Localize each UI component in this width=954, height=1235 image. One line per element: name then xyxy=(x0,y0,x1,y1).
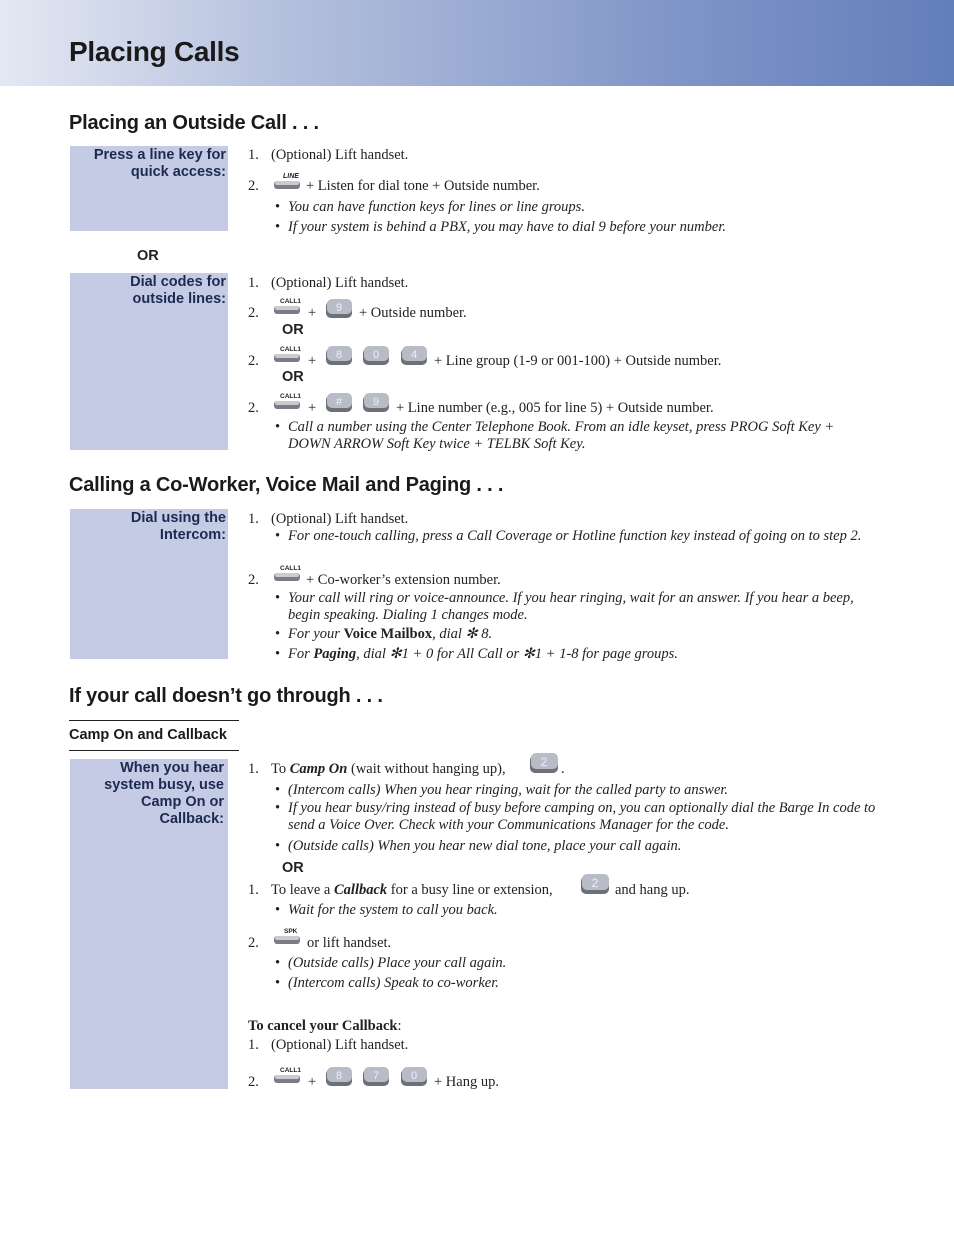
section-title-coworker: Calling a Co-Worker, Voice Mail and Paging . . . xyxy=(69,474,504,496)
or-separator: OR xyxy=(137,248,159,264)
plus-sign: + xyxy=(308,1074,317,1090)
bullet-note xyxy=(276,419,866,453)
bullet-text: • Call a number using the Center Telephone Book. From an idle keyset, press PROG Soft Key + DOWN ARROW Soft Key twice + TELBK Soft Key. xyxy=(288,419,835,452)
callback-term: Callback xyxy=(334,882,388,898)
camp-on-term: Camp On xyxy=(289,761,348,777)
step-number: 2. xyxy=(248,305,259,321)
bullet-note xyxy=(276,528,870,545)
bullet-note xyxy=(276,219,876,236)
bullet-note xyxy=(276,199,876,216)
bullet-text: • Your call will ring or voice-announce. If you hear ringing, wait for an answer. If you hear a beep, begin speaking. Dialing 1 changes mode. xyxy=(288,590,854,623)
bullet-text: For your xyxy=(288,626,344,642)
or-separator: OR xyxy=(282,860,304,876)
key-digit: 2 xyxy=(591,876,599,890)
step-text: + Co-worker’s extension number. xyxy=(306,572,501,588)
colon: : xyxy=(397,1018,402,1034)
dial-key-4-icon xyxy=(400,345,430,367)
step-text: (Optional) Lift handset. xyxy=(271,1037,409,1053)
sidebar-box-line-key xyxy=(70,146,228,231)
step-text: + Line number (e.g., 005 for line 5) + Outside number. xyxy=(396,400,714,416)
key-digit: 4 xyxy=(410,349,418,361)
dial-key-hash-icon xyxy=(325,392,355,414)
sidebar-label-dial-codes: Dial codes for outside lines: xyxy=(130,274,226,307)
key-digit: 2 xyxy=(540,755,548,769)
step-text xyxy=(271,882,553,899)
call-key-icon xyxy=(272,344,302,366)
bullet-note xyxy=(276,902,876,919)
key-digit: 0 xyxy=(372,349,380,361)
key-digit: 9 xyxy=(335,302,343,314)
bullet-note xyxy=(276,838,876,855)
step-text: (Optional) Lift handset. xyxy=(271,275,409,291)
dial-key-2-icon xyxy=(580,873,612,897)
subheading-rule xyxy=(69,750,239,751)
step-number: 2. xyxy=(248,572,259,588)
bullet-text: • (Intercom calls) Speak to co-worker. xyxy=(288,975,499,991)
key-digit: 8 xyxy=(335,1070,343,1082)
step-text xyxy=(271,761,506,778)
bullet-text: , dial ✻ 8. xyxy=(432,626,493,642)
line-key-icon xyxy=(272,171,302,193)
step-number: 1. xyxy=(248,882,259,898)
key-label: CALL1 xyxy=(280,346,301,353)
step-text-part: for a busy line or extension, xyxy=(387,882,553,898)
step-text: or lift handset. xyxy=(307,935,392,951)
paging-term: Paging xyxy=(313,646,357,662)
bullet-note xyxy=(276,590,870,624)
step-text: + Outside number. xyxy=(359,305,467,321)
dial-key-0-icon xyxy=(400,1066,430,1088)
step-number: 1. xyxy=(248,147,259,163)
dial-key-2-icon xyxy=(529,752,561,776)
bullet-text: • If you hear busy/ring instead of busy before camping on, you can optionally dial the Barge In code to send a Voice Over. Check with your Communications Manager for the code. xyxy=(288,800,876,833)
key-label: CALL1 xyxy=(280,393,301,400)
step-number: 2. xyxy=(248,353,259,369)
call-key-icon xyxy=(272,563,302,585)
dial-key-8-icon xyxy=(325,1066,355,1088)
step-number: 2. xyxy=(248,400,259,416)
dial-key-8-icon xyxy=(325,345,355,367)
bullet-note xyxy=(276,975,876,992)
key-digit: 7 xyxy=(372,1070,380,1082)
step-text-part: To leave a xyxy=(271,882,334,898)
cancel-callback-bold: To cancel your Callback xyxy=(248,1018,398,1034)
section-title-outside-call: Placing an Outside Call . . . xyxy=(69,112,319,134)
key-digit: 8 xyxy=(335,349,343,361)
bullet-text: For xyxy=(288,646,314,662)
step-text: + Listen for dial tone + Outside number. xyxy=(306,178,540,194)
call-key-icon xyxy=(272,1065,302,1087)
bullet-text: , dial ✻1 + 0 for All Call or ✻1 + 1-8 for page groups. xyxy=(356,646,678,662)
bullet-text: • If your system is behind a PBX, you may have to dial 9 before your number. xyxy=(288,219,727,235)
step-text-end: . xyxy=(561,761,565,777)
sidebar-box-camp-on xyxy=(70,759,228,1089)
key-label: CALL1 xyxy=(280,565,301,572)
step-text: + Line group (1-9 or 001-100) + Outside number. xyxy=(434,353,722,369)
dial-key-7-icon xyxy=(362,1066,392,1088)
bullet-note-continuation xyxy=(276,800,876,834)
sidebar-box-intercom xyxy=(70,509,228,659)
key-label: SPK xyxy=(284,928,298,935)
subheading-camp-on: Camp On and Callback xyxy=(69,727,227,743)
sidebar-label-camp-on: When you hear system busy, use Camp On or Callback: xyxy=(104,760,224,827)
subheading-rule xyxy=(69,720,239,721)
sidebar-label-line-key: Press a line key for quick access: xyxy=(93,147,226,180)
bullet-note xyxy=(276,646,876,663)
key-label: CALL1 xyxy=(280,298,301,305)
key-digit: 0 xyxy=(410,1070,418,1082)
cancel-callback-heading xyxy=(248,1018,401,1035)
step-text-part: To xyxy=(271,761,290,777)
step-number: 1. xyxy=(248,1037,259,1053)
bullet-text: • For one-touch calling, press a Call Coverage or Hotline function key instead of going on to step 2. xyxy=(288,528,862,544)
bullet-text: • (Intercom calls) When you hear ringing, wait for the called party to answer. xyxy=(288,782,729,798)
voice-mailbox-term: Voice Mailbox xyxy=(343,626,433,642)
call-key-icon xyxy=(272,391,302,413)
step-number: 1. xyxy=(248,511,259,527)
dial-key-9-icon xyxy=(362,392,392,414)
step-number: 1. xyxy=(248,761,259,777)
step-text-end: and hang up. xyxy=(615,882,690,898)
bullet-text: • You can have function keys for lines or line groups. xyxy=(288,199,585,215)
key-digit: # xyxy=(335,396,343,408)
plus-sign: + xyxy=(308,353,317,369)
step-number: 1. xyxy=(248,275,259,291)
key-label: LINE xyxy=(283,173,299,180)
key-label: CALL1 xyxy=(280,1067,301,1074)
bullet-note xyxy=(276,626,876,643)
bullet-text: • Wait for the system to call you back. xyxy=(288,902,498,918)
bullet-note xyxy=(276,782,876,799)
plus-sign: + xyxy=(308,400,317,416)
step-number: 2. xyxy=(248,1074,259,1090)
step-number: 2. xyxy=(248,178,259,194)
step-text: (Optional) Lift handset. xyxy=(271,147,409,163)
step-text: (Optional) Lift handset. xyxy=(271,511,409,527)
step-text-part: (wait without hanging up), xyxy=(347,761,506,777)
call-key-icon xyxy=(272,296,302,318)
step-number: 2. xyxy=(248,935,259,951)
dial-key-9-icon xyxy=(325,298,355,320)
page-title: Placing Calls xyxy=(69,36,240,67)
or-separator: OR xyxy=(282,322,304,338)
bullet-text: • (Outside calls) Place your call again. xyxy=(288,955,507,971)
or-separator: OR xyxy=(282,369,304,385)
step-text: + Hang up. xyxy=(434,1074,499,1090)
sidebar-box-dial-codes xyxy=(70,273,228,450)
section-title-call-fails: If your call doesn’t go through . . . xyxy=(69,685,383,707)
dial-key-0-icon xyxy=(362,345,392,367)
key-digit: 9 xyxy=(372,396,380,408)
speaker-key-icon xyxy=(272,926,302,948)
bullet-text: • (Outside calls) When you hear new dial tone, place your call again. xyxy=(288,838,682,854)
sidebar-label-intercom: Dial using the Intercom: xyxy=(130,510,226,543)
plus-sign: + xyxy=(308,305,317,321)
bullet-note xyxy=(276,955,876,972)
